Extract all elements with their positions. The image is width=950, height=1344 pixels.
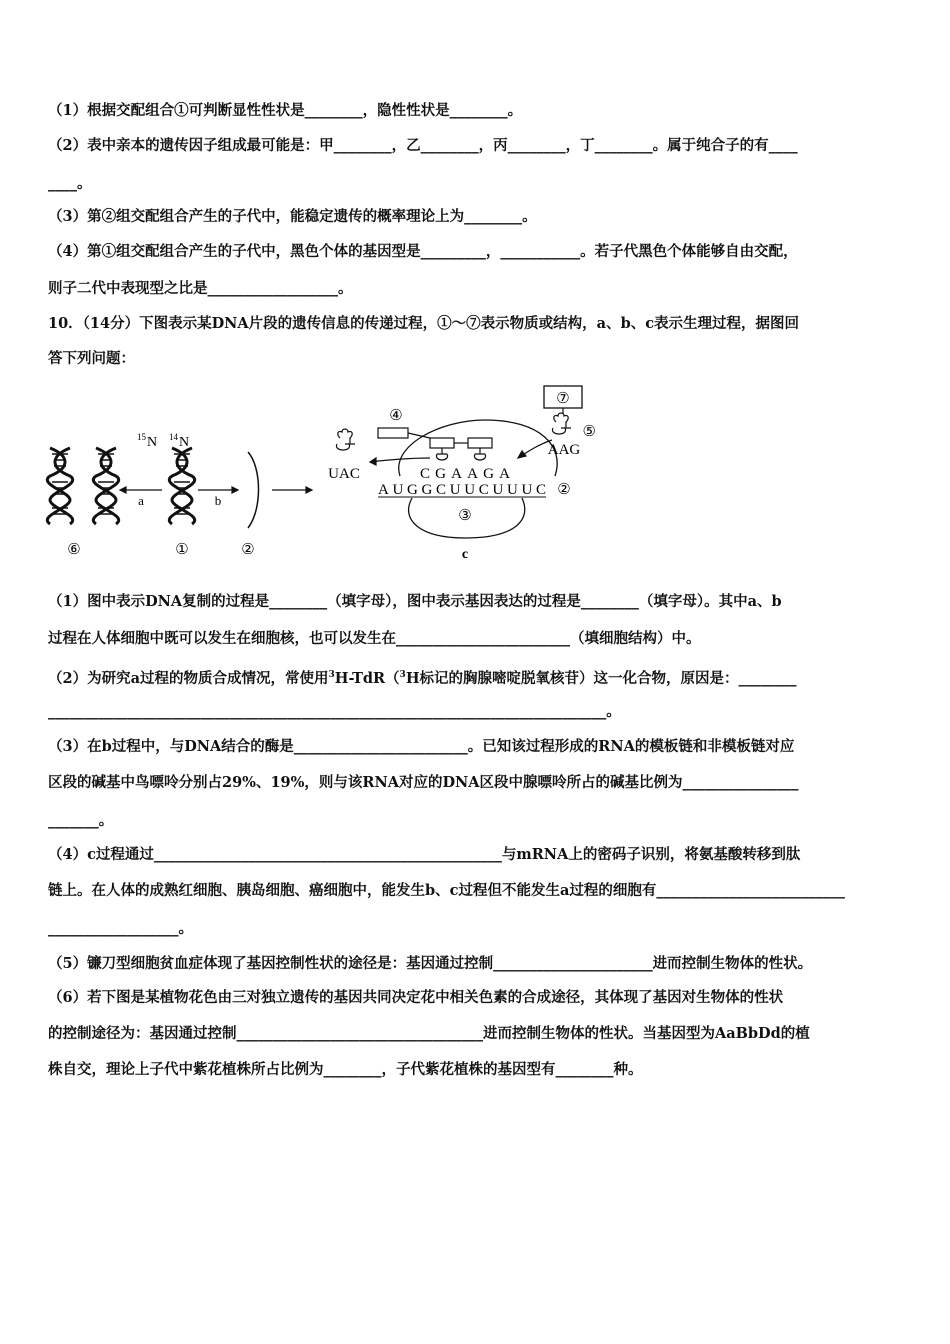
label-a: a <box>138 493 144 508</box>
q10-part1: （1）图中表示DNA复制的过程是________（填字母），图中表示基因表达的过程是________（填字母）。其中a、b <box>48 593 782 610</box>
label-14-n: N <box>179 435 190 450</box>
q9-part4: （4）第①组交配组合产生的子代中，黑色个体的基因型是_________，___________。若子代黑色个体能够自由交配， <box>48 243 798 260</box>
q10-part3-cont2: _______。 <box>48 812 114 829</box>
label-3: ③ <box>458 508 472 524</box>
q9-part2-cont: ____。 <box>48 175 92 192</box>
gene-expression-diagram <box>40 380 600 570</box>
q10-part6-cont: 的控制途径为：基因通过控制__________________________________进而控制生物体的性状。当基因型为AaBbDd的植 <box>48 1025 810 1042</box>
q10-intro: 10．（14分）下图表示某DNA片段的遗传信息的传递过程，①～⑦表示物质或结构，a、b、c表示生理过程，据图回 <box>48 315 800 332</box>
label-14: 14 <box>169 432 178 442</box>
q10-part6: （6）若下图是某植物花色由三对独立遗传的基因共同决定花中相关色素的合成途径，其体现了基因对生物体的性状 <box>48 989 784 1006</box>
arrow-to-translation <box>272 487 312 493</box>
label-2b: ② <box>557 482 571 498</box>
q9-part2: （2）表中亲本的遗传因子组成最可能是：甲________，乙________，丙________，丁________。属于纯合子的有____ <box>48 137 798 154</box>
label-4: ④ <box>389 408 403 424</box>
trna-on-ribosome <box>430 438 492 460</box>
q10-part6-cont2: 株自交，理论上子代中紫花植株所占比例为________，子代紫花植株的基因型有________种。 <box>48 1061 643 1078</box>
trna-incoming <box>552 408 571 434</box>
label-c: c <box>461 547 469 562</box>
q10-part3: （3）在b过程中，与DNA结合的酶是________________________。已知该过程形成的RNA的模板链和非模板链对应 <box>48 738 795 755</box>
mrna-sequence: AUGGCUUCUUUC <box>378 482 546 498</box>
q9-part1: （1）根据交配组合①可判断显性性状是________，隐性性状是________。 <box>48 102 523 119</box>
anticodon-aag: AAG <box>547 442 581 458</box>
mrna-strand <box>248 452 259 528</box>
q10-part1-cont: 过程在人体细胞中既可以发生在细胞核，也可以发生在________________________（填细胞结构）中。 <box>48 630 701 647</box>
q10-part2: （2）为研究a过程的物质合成情况，常使用$^3$H-TdR（$^3$H标记的胸腺嘧啶脱氧核苷）这一化合物，原因是：________ <box>48 669 797 687</box>
dna-helix-daughter-1 <box>47 448 72 524</box>
q9-part4-cont: 则子二代中表现型之比是__________________。 <box>48 280 353 297</box>
q10-part4-cont2: __________________。 <box>48 920 193 937</box>
q10-part5: （5）镰刀型细胞贫血症体现了基因控制性状的途径是：基因通过控制______________________进而控制生物体的性状。 <box>48 955 813 972</box>
q10-part4: （4）c过程通过________________________________________________与mRNA上的密码子识别，将氨基酸转移到肽 <box>48 846 801 863</box>
label-2: ② <box>241 542 255 558</box>
label-b: b <box>214 493 222 508</box>
dna-helix-daughter-2 <box>93 448 118 524</box>
anticodon-uac: UAC <box>328 466 360 482</box>
label-1: ① <box>175 542 189 558</box>
trna-leaving <box>336 429 355 450</box>
label-6: ⑥ <box>67 542 81 558</box>
label-7: ⑦ <box>556 391 570 407</box>
label-15: 15 <box>137 432 146 442</box>
q10-part3-cont: 区段的碱基中鸟嘌呤分别占29%、19%，则与该RNA对应的DNA区段中腺嘌呤所占的碱基比例为________________ <box>48 774 799 791</box>
label-15-n: N <box>147 435 158 450</box>
q10-part2-cont: _____________________________________________________________________________。 <box>48 703 621 720</box>
q10-intro-cont: 答下列问题： <box>48 350 135 367</box>
q10-part4-cont: 链上。在人体的成熟红细胞、胰岛细胞、癌细胞中，能发生b、c过程但不能发生a过程的细胞有__________________________ <box>48 882 845 899</box>
label-5: ⑤ <box>582 424 596 440</box>
q9-part3: （3）第②组交配组合产生的子代中，能稳定遗传的概率理论上为________。 <box>48 208 537 225</box>
dna-helix-parent <box>169 448 194 524</box>
trna-bases: CGAAGA <box>420 466 510 482</box>
